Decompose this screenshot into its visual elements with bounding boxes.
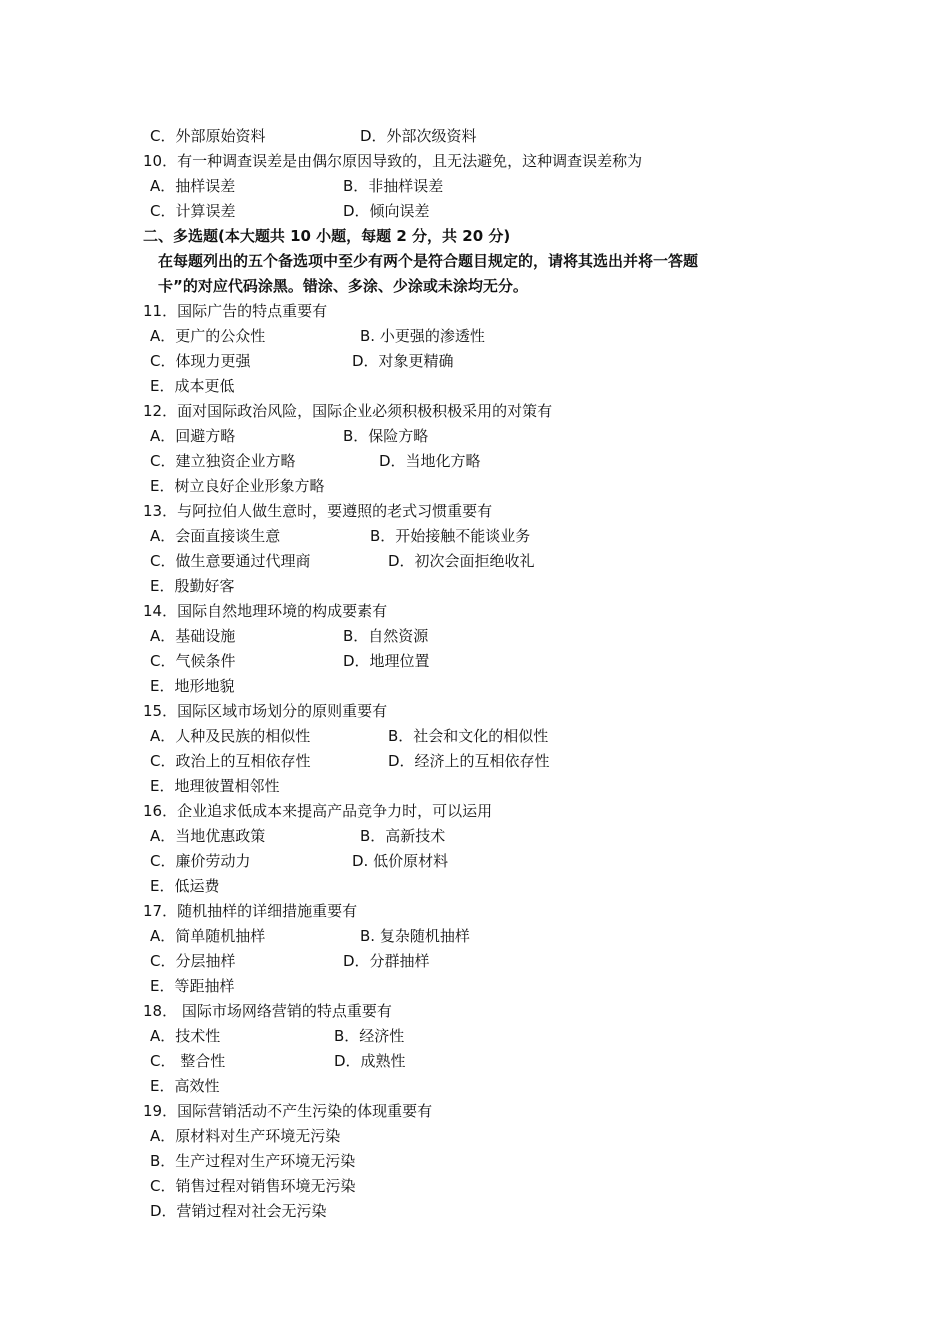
text-line: B. 复杂随机抽样 — [360, 927, 470, 945]
text-line: B. 小更强的渗透性 — [360, 327, 485, 345]
section-heading-line: 二、多选题(本大题共 10 小题，每题 2 分，共 20 分) — [143, 227, 511, 245]
text-line: C．廉价劳动力 — [150, 852, 251, 870]
text-line: B．保险方略 — [343, 427, 429, 445]
text-line: B．开始接触不能谈业务 — [370, 527, 531, 545]
text-line: D．当地化方略 — [379, 452, 481, 470]
text-line: D．对象更精确 — [352, 352, 454, 370]
text-line: C．计算误差 — [150, 202, 236, 220]
text-line: A．人种及民族的相似性 — [150, 727, 311, 745]
text-line: B．非抽样误差 — [343, 177, 444, 195]
text-line: E．树立良好企业形象方略 — [150, 477, 325, 495]
text-line: 10．有一种调查误差是由偶尔原因导致的，且无法避免，这种调查误差称为 — [143, 152, 643, 170]
text-line: C．体现力更强 — [150, 352, 251, 370]
text-line: E．等距抽样 — [150, 977, 235, 995]
text-line: B．生产过程对生产环境无污染 — [150, 1152, 356, 1170]
text-line: E．地理彼置相邻性 — [150, 777, 280, 795]
text-line: C．销售过程对销售环境无污染 — [150, 1177, 356, 1195]
text-line: B．自然资源 — [343, 627, 429, 645]
text-line: C．政治上的互相依存性 — [150, 752, 311, 770]
text-line: 16．企业追求低成本来提高产品竞争力时，可以运用 — [143, 802, 493, 820]
text-line: A．抽样误差 — [150, 177, 236, 195]
text-line: A．回避方略 — [150, 427, 236, 445]
text-line: B．经济性 — [334, 1027, 405, 1045]
text-line: C．分层抽样 — [150, 952, 236, 970]
text-line: 14．国际自然地理环境的构成要素有 — [143, 602, 388, 620]
text-line: A．技术性 — [150, 1027, 221, 1045]
text-line: D．初次会面拒绝收礼 — [388, 552, 535, 570]
text-line: E．高效性 — [150, 1077, 220, 1095]
text-line: D．外部次级资料 — [360, 127, 477, 145]
text-line: B．高新技术 — [360, 827, 446, 845]
text-line: E．成本更低 — [150, 377, 235, 395]
text-line: A．简单随机抽样 — [150, 927, 266, 945]
text-line: E．地形地貌 — [150, 677, 235, 695]
text-line: E．低运费 — [150, 877, 220, 895]
text-line: A．会面直接谈生意 — [150, 527, 281, 545]
text-line: D．分群抽样 — [343, 952, 430, 970]
section-heading-line: 卡”的对应代码涂黑。错涂、多涂、少涂或未涂均无分。 — [158, 277, 528, 295]
text-line: A．原材料对生产环境无污染 — [150, 1127, 341, 1145]
text-line: A．基础设施 — [150, 627, 236, 645]
text-line: D．营销过程对社会无污染 — [150, 1202, 327, 1220]
text-line: 17．随机抽样的详细措施重要有 — [143, 902, 358, 920]
text-line: D．地理位置 — [343, 652, 430, 670]
text-line: B．社会和文化的相似性 — [388, 727, 549, 745]
text-line: C．气候条件 — [150, 652, 236, 670]
text-line: C． 整合性 — [150, 1052, 226, 1070]
text-line: D．倾向误差 — [343, 202, 430, 220]
text-line: C．外部原始资料 — [150, 127, 266, 145]
text-line: A．更广的公众性 — [150, 327, 266, 345]
text-line: 12．面对国际政治风险，国际企业必须积极积极采用的对策有 — [143, 402, 553, 420]
text-line: C．建立独资企业方略 — [150, 452, 296, 470]
text-line: 18． 国际市场网络营销的特点重要有 — [143, 1002, 392, 1020]
text-line: D．成熟性 — [334, 1052, 406, 1070]
text-line: A．当地优惠政策 — [150, 827, 266, 845]
text-line: 13．与阿拉伯人做生意时，要遵照的老式习惯重要有 — [143, 502, 493, 520]
section-heading-line: 在每题列出的五个备选项中至少有两个是符合题目规定的，请将其选出并将一答题 — [158, 252, 699, 270]
text-line: D．经济上的互相依存性 — [388, 752, 550, 770]
text-line: E．殷勤好客 — [150, 577, 235, 595]
text-line: 15．国际区域市场划分的原则重要有 — [143, 702, 388, 720]
text-line: C．做生意要通过代理商 — [150, 552, 311, 570]
text-line: D. 低价原材料 — [352, 852, 449, 870]
text-line: 19．国际营销活动不产生污染的体现重要有 — [143, 1102, 433, 1120]
text-line: 11．国际广告的特点重要有 — [143, 302, 328, 320]
